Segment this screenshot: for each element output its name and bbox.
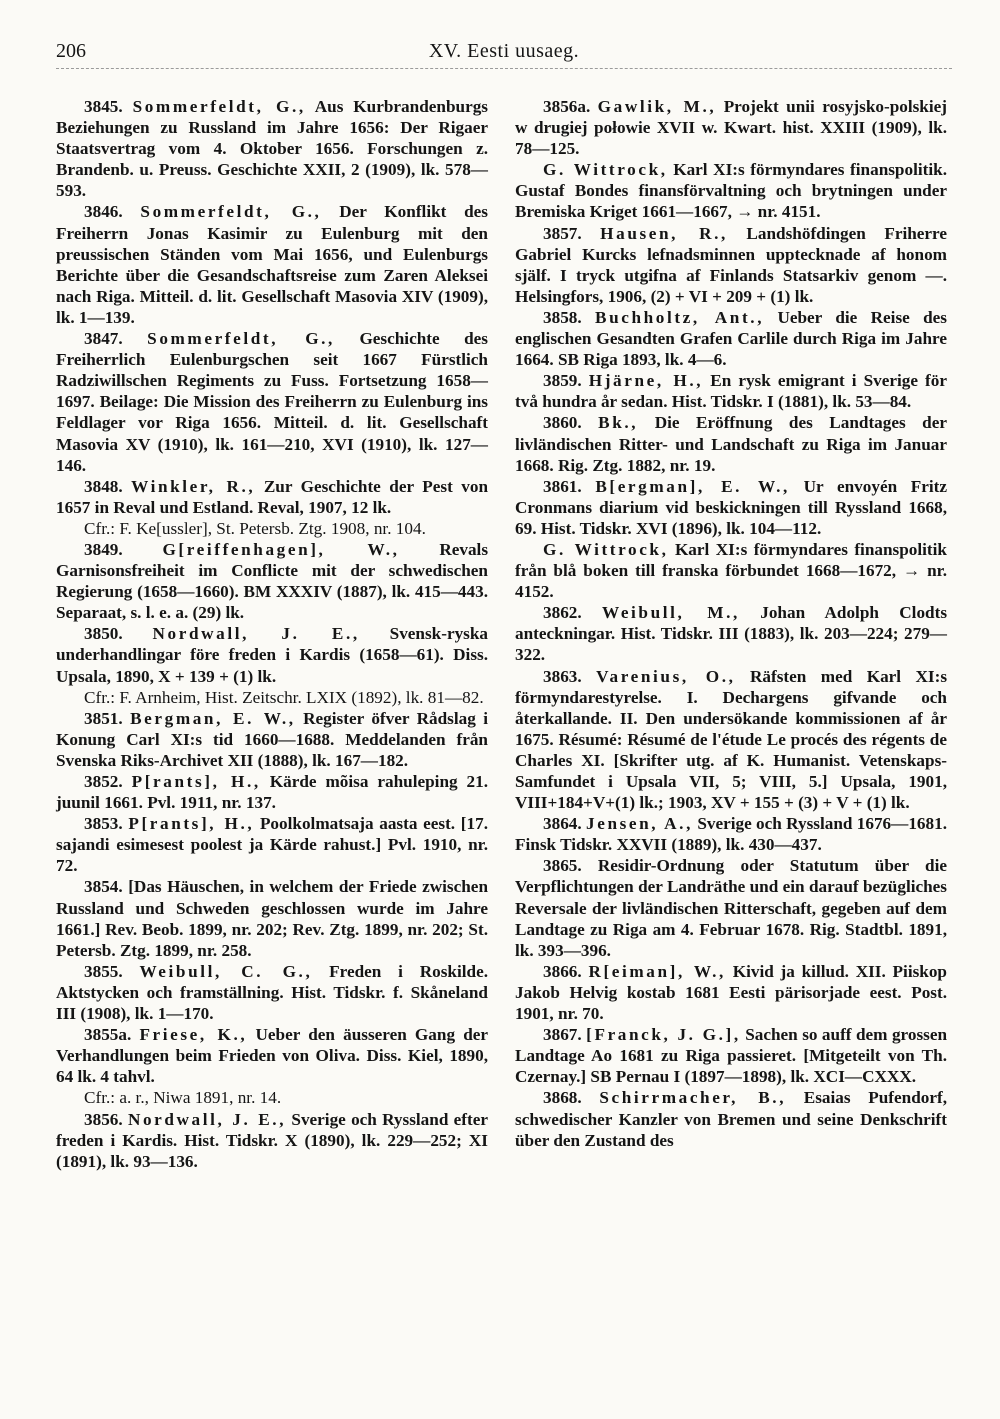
bibliography-entry	[56, 708, 488, 771]
entry-author: R[eiman], W.,	[588, 961, 726, 981]
bibliography-entry	[515, 223, 947, 307]
entry-author: Schirrmacher, B.,	[599, 1088, 787, 1108]
entry-text: En rysk emigrant i Sverige för två hundra år sedan. Hist. Tidskr. I (1881), lk. 53—84.	[515, 371, 947, 412]
entry-author: G[reiffenhagen], W.,	[162, 539, 400, 559]
entry-number: 3848.	[84, 476, 123, 496]
entry-text: Zur Geschichte der Pest von 1657 in Reval und Estland. Reval, 1907, 12 lk.	[56, 476, 488, 517]
entry-author: Sommerfeldt, G.,	[140, 202, 322, 222]
entry-author: Weibull, C. G.,	[139, 961, 313, 981]
review-note	[56, 1087, 488, 1108]
bibliography-entry	[515, 96, 947, 159]
entry-number: 3846.	[84, 202, 123, 222]
entry-number: 3856a.	[543, 97, 591, 116]
right-column	[515, 96, 947, 1151]
entry-author: Friese, K.,	[139, 1025, 248, 1045]
entry-text: Poolkolmatsaja aasta eest. [17. sajandi esimesest poolest ja Kärde rahust.] Pvl. 1910, nr. 72.	[56, 814, 488, 876]
entry-author: Weibull, M.,	[601, 603, 740, 623]
entry-author: G. Wittrock,	[543, 160, 668, 180]
entry-text: Revals Garnisonsfreiheit im Conflicte mit der schwedischen Regierung (1658—1660). BM XXXIV (1887), lk. 415—443. Separaat, s. l. e. a. (29) lk.	[56, 539, 489, 623]
bibliography-entry	[56, 476, 488, 518]
entry-text: Geschichte des Freiherrlich Eulenburgschen seit 1667 Fürstlich Radziwillschen Regiments zu Fuss. Fortsetzung 1658—1697. Beilage: Die Mission des Freiherrn zu Eulenburg ins Feldlager vor Riga 1656. Mitteil. d. lit. Gesellschaft Masovia XV (1910), lk. 161—210, XVI (1910), lk. 127—146.	[56, 329, 488, 475]
bibliography-entry	[56, 201, 488, 328]
entry-number: 3865.	[543, 856, 582, 876]
entry-author: Buchholtz, Ant.,	[595, 307, 765, 327]
bibliography-entry	[515, 855, 947, 960]
entry-text: Cfr.: F. Ke[ussler], St. Petersb. Ztg. 1908, nr. 104.	[84, 518, 426, 538]
entry-author: P[rants], H.,	[131, 772, 261, 791]
left-column	[56, 96, 488, 1172]
entry-number: 3868.	[543, 1088, 582, 1108]
bibliography-entry	[56, 328, 488, 476]
entry-author: G. Wittrock,	[543, 539, 669, 559]
entry-author: Sommerfeldt, G.,	[132, 97, 306, 116]
entry-text: Register öfver Rådslag i Konung Carl XI:s tid 1660—1688. Meddelanden från Svenska Riks-Archivet XII (1888), lk. 167—182.	[56, 708, 489, 770]
entry-number: 3855a.	[84, 1025, 132, 1045]
page-number: 206	[56, 40, 86, 62]
bibliography-entry	[515, 666, 947, 814]
bibliography-entry	[515, 370, 947, 412]
review-note	[56, 518, 488, 539]
entry-text: [Das Häuschen, in welchem der Friede zwischen Russland und Schweden geschlossen wurde im Jahre 1661.] Rev. Beob. 1899, nr. 202; Rev. Ztg. 1899, nr. 202; St. Petersb. Ztg. 1899, nr. 258.	[56, 877, 488, 960]
entry-author: Gawlik, M.,	[597, 97, 717, 116]
entry-text: Freden i Roskilde. Aktstycken och framställning. Hist. Tidskr. f. Skåneland III (1908), lk. 1—170.	[56, 961, 488, 1024]
running-title: XV. Eesti uusaeg.	[428, 40, 580, 62]
bibliography-entry	[515, 307, 947, 370]
entry-author: Hausen, R.,	[600, 223, 728, 243]
entry-text: Der Konflikt des Freiherrn Jonas Kasimir zu Eulenburg mit den preussischen Ständen vom Mai 1656, und Eulenburgs Berichte über die Gesandschaftsreise zum Zaren Aleksei nach Riga. Mitteil. d. lit. Gesellschaft Masovia XIV (1909), lk. 1—139.	[56, 202, 488, 327]
entry-number: 3845.	[84, 97, 123, 116]
bibliography-entry	[515, 813, 947, 855]
entry-author: Bk.,	[598, 413, 639, 433]
entry-number: 3867.	[543, 1025, 582, 1045]
bibliography-entry	[515, 602, 947, 665]
entry-author: Sommerfeldt, G.,	[147, 329, 335, 349]
entry-text: Ueber die Reise des englischen Gesandten Grafen Carlile durch Riga im Jahre 1664. SB Riga 1893, lk. 4—6.	[515, 307, 947, 370]
entry-text: Ur envoyén Fritz Cronmans diarium vid beskickningen till Ryssland 1668, 69. Hist. Tidskr. XVI (1896), lk. 104—112.	[515, 476, 948, 538]
review-note	[56, 687, 488, 708]
entry-author: Nordwall, J. E.,	[127, 1109, 287, 1129]
bibliography-entry	[515, 412, 947, 475]
entry-text: Aus Kurbrandenburgs Beziehungen zu Russland im Jahre 1656: Der Rigaer Staatsvertrag vom 4. Oktober 1656. Forschungen z. Brandenb. u. Preuss. Geschichte XXII, 2 (1909), lk. 578—593.	[56, 97, 488, 201]
entry-author: B[ergman], E. W.,	[595, 476, 790, 496]
entry-text: Cfr.: F. Arnheim, Hist. Zeitschr. LXIX (1892), lk. 81—82.	[84, 687, 484, 707]
entry-text: Karl XI:s förmyndares finanspolitik från blå boken till franska förbundet 1668—1672, → nr. 4152.	[515, 539, 947, 602]
bibliography-entry	[515, 1024, 947, 1087]
entry-author: P[rants], H.,	[128, 814, 255, 834]
entry-number: 3866.	[543, 961, 582, 981]
entry-number: 3862.	[543, 603, 582, 623]
entry-text: Cfr.: a. r., Niwa 1891, nr. 14.	[84, 1088, 282, 1108]
entry-number: 3858.	[543, 307, 582, 327]
entry-text: Esaias Pufendorf, schwedischer Kanzler von Bremen und seine Denkschrift über den Zustand des	[515, 1088, 947, 1150]
entry-text: Räfsten med Karl XI:s förmyndarestyrelse. I. Dechargens gifvande och återkallande. II. Den undersökande kommissionen af år 1675. Résumé: Résumé de l'étude Le procés des régents de Charles XI. [Skrifter utg. af K. Humanist. Vetenskaps-Samfundet i Upsala VII, 5; VIII, 5.] Upsala, 1901, VIII+184+V+(1) lk.; 1903, XV + 155 + (3) + V + (1) lk.	[515, 666, 948, 813]
entry-author: Nordwall, J. E.,	[152, 624, 360, 644]
entry-author: [Franck, J. G.],	[586, 1025, 741, 1045]
entry-text: Karl XI:s förmyndares finanspolitik. Gustaf Bondes finansförvaltning och brytningen under Bremiska Kriget 1661—1667, → nr. 4151.	[515, 160, 947, 222]
entry-author: Varenius, O.,	[596, 666, 736, 686]
entry-number: 3847.	[84, 329, 123, 349]
entry-author: Bergman, E. W.,	[130, 708, 296, 728]
entry-text: Johan Adolph Clodts anteckningar. Hist. Tidskr. III (1883), lk. 203—224; 279—322.	[515, 603, 948, 665]
entry-number: 3863.	[543, 666, 582, 686]
entry-number: 3856.	[84, 1109, 123, 1129]
entry-text: Landshöfdingen Friherre Gabriel Kurcks lefnadsminnen upptecknade af honom själf. I tryck utgifna af Finlands Statsarkiv genom —. Helsingfors, 1906, (2) + VI + 209 + (1) lk.	[515, 223, 947, 306]
page-header	[56, 40, 952, 70]
entry-number: 3851.	[84, 708, 123, 728]
entry-number: 3860.	[543, 413, 582, 433]
entry-number: 3855.	[84, 961, 123, 981]
entry-number: 3854.	[84, 877, 123, 897]
bibliography-entry	[56, 96, 488, 201]
bibliography-entry	[515, 1087, 947, 1150]
entry-text: Residir-Ordnung oder Statutum über die Verpflichtungen der Landräthe und ein darauf bezügliches Reversale der livländischen Ritterschaft, gegeben auf dem Landtage zu Riga am 4. Februar 1678. Rig. Stadtbl. 1891, lk. 393—396.	[515, 856, 948, 960]
entry-text: Die Eröffnung des Landtages der livländischen Ritter- und Landschaft zu Riga im Januar 1668. Rig. Ztg. 1882, nr. 19.	[515, 413, 947, 475]
entry-text: Ueber den äusseren Gang der Verhandlungen beim Frieden von Oliva. Diss. Kiel, 1890, 64 lk. 4 tahvl.	[56, 1025, 489, 1087]
entry-text: Sverige och Ryssland 1676—1681. Finsk Tidskr. XXVII (1889), lk. 430—437.	[515, 814, 948, 855]
entry-text: Sverige och Ryssland efter freden i Kardis. Hist. Tidskr. X (1890), lk. 229—252; XI (1891), lk. 93—136.	[56, 1109, 489, 1171]
bibliography-entry	[515, 159, 947, 222]
bibliography-entry	[515, 539, 947, 602]
bibliography-entry	[56, 623, 488, 686]
entry-number: 3853.	[84, 814, 123, 834]
entry-text: Svensk-ryska underhandlingar före freden i Kardis (1658—61). Diss. Upsala, 1890, X + 139 + (1) lk.	[56, 624, 489, 686]
bibliography-entry	[56, 771, 488, 813]
entry-text: Sachen so auff dem grossen Landtage Ao 1681 zu Riga passieret. [Mitgeteilt von Th. Czernay.] SB Pernau I (1897—1898), lk. XCI—CXXX.	[515, 1025, 948, 1087]
entry-number: 3852.	[84, 772, 123, 791]
entry-text: Kivid ja killud. XII. Piiskop Jakob Helvig kostab 1681 Eesti pärisorjade eest. Post. 1901, nr. 70.	[515, 961, 947, 1024]
bibliography-entry	[56, 1109, 488, 1172]
entry-text: Kärde mõisa rahuleping 21. juunil 1661. Pvl. 1911, nr. 137.	[56, 772, 489, 813]
header-rule	[56, 68, 952, 69]
entry-author: Jensen, A.,	[586, 814, 693, 834]
entry-number: 3861.	[543, 476, 582, 496]
bibliography-entry	[56, 1024, 488, 1087]
entry-author: Winkler, R.,	[131, 476, 256, 496]
entry-number: 3850.	[84, 624, 123, 644]
entry-author: Hjärne, H.,	[588, 371, 704, 391]
bibliography-entry	[515, 961, 947, 1024]
bibliography-entry	[56, 813, 488, 876]
entry-number: 3859.	[543, 371, 582, 391]
bibliography-entry	[56, 539, 488, 623]
entry-number: 3857.	[543, 223, 582, 243]
entry-number: 3849.	[84, 539, 123, 559]
bibliography-entry	[515, 476, 947, 539]
entry-number: 3864.	[543, 814, 582, 834]
entry-text: Projekt unii rosyjsko-polskiej w drugiej połowie XVII w. Kwart. hist. XXIII (1909), lk. 78—125.	[515, 97, 947, 159]
bibliography-entry	[56, 876, 488, 960]
bibliography-entry	[56, 961, 488, 1024]
